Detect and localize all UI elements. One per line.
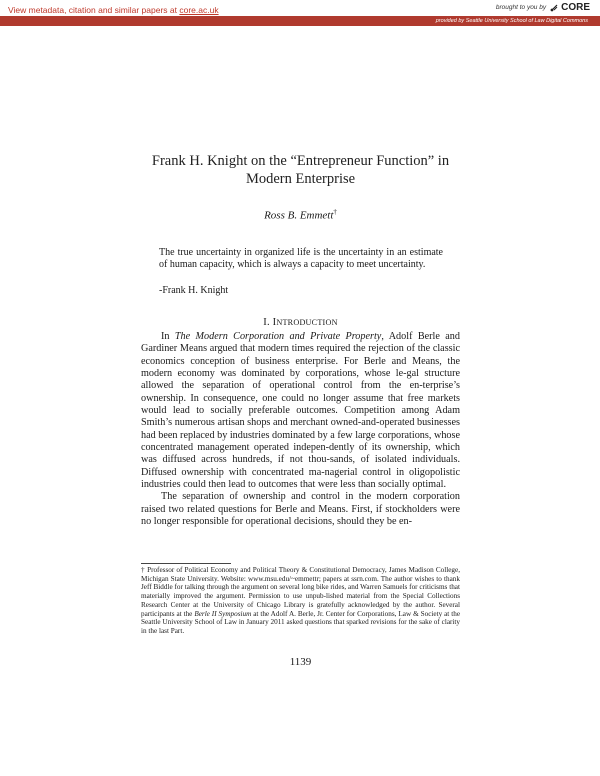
view-metadata-text: View metadata, citation and similar papers at bbox=[8, 5, 180, 15]
author-name bbox=[141, 208, 460, 222]
para1-lead: In bbox=[161, 331, 175, 342]
footnote-divider bbox=[141, 563, 231, 564]
article-title bbox=[141, 152, 460, 188]
footnote-part-b: at the Adolf A. Berle, Jr. Center for Corporations, Law & Society at the Seattle University School of Law in January 2011 asked questions that sparked revisions for the sake of clarity in the last Part. bbox=[141, 609, 461, 635]
body-text bbox=[141, 331, 460, 529]
core-logo-icon bbox=[549, 3, 559, 13]
section-heading bbox=[141, 317, 460, 328]
footnote-symposium: Berle II Symposium bbox=[194, 609, 252, 618]
author-footnote-mark: † bbox=[333, 208, 337, 216]
brought-by-text: brought to you by bbox=[495, 4, 547, 11]
page-number: 1139 bbox=[289, 656, 312, 668]
footnote-part-a: † Professor of Political Economy and Political Theory & Constitutional Democracy, James Madison College, Michigan State University. Website: www.msu.edu/~emmettr; papers at ssrn.com. The author wishes to thank Jeff Biddle for talking through the argument on several long bike rides, and Warren Samuels for criticisms that materially improved the argument. Permission to use unpub-lished material from the Special Collections Research Center at the University of Chicago Library is gratefully acknowledged by the author. Several participants at the bbox=[141, 566, 460, 618]
book-title: The Modern Corporation and Private Property bbox=[174, 331, 382, 342]
brought-to-you-by bbox=[496, 2, 590, 13]
para1-text: , Adolf Berle and Gardiner Means argued that modern times required the rejection of the classic economics conception of business enterprise. For Berle and Means, the modern economy was dominated by corporations, whose le-gal structure allowed the separation of operational control from the en-terprise’s ownership. In consequence, one could no longer assume that free markets would lead to socially preferable outcomes. Competition among Adam Smith’s numerous artisan shops and merchant owned-and-operated businesses had been replaced by industries dominated by a few large corporations, whose concentrated management operated indepen-dently of its ownership, which was diffused across hundreds, if not thou-sands, of isolated individuals. Diffused ownership with concentrated ma-nagerial control in oligopolistic industries could then lead to outcomes that were less than socially optimal. bbox=[141, 331, 460, 491]
author-text: Ross B. Emmett bbox=[264, 209, 334, 222]
epigraph-attribution: -Frank H. Knight bbox=[159, 285, 229, 296]
section-number: I. bbox=[263, 317, 273, 328]
core-logo[interactable] bbox=[549, 2, 590, 13]
core-banner bbox=[0, 0, 600, 26]
title-line-2: Modern Enterprise bbox=[245, 171, 356, 187]
footnote bbox=[141, 566, 460, 636]
provided-by-text: provided by Seattle University School of Law Digital Commons bbox=[435, 18, 588, 24]
provided-by-bar[interactable] bbox=[0, 16, 600, 26]
epigraph-quote: The true uncertainty in organized life is the uncertainty in an estimate of human capacity, which is always a capacity to meet uncertainty. bbox=[159, 247, 443, 271]
title-line-1: Frank H. Knight on the “Entrepreneur Function” in bbox=[151, 153, 450, 169]
view-metadata-link[interactable] bbox=[8, 5, 219, 15]
core-label: CORE bbox=[561, 2, 590, 13]
paragraph-1 bbox=[141, 331, 460, 491]
section-first-letter: I bbox=[272, 317, 277, 328]
core-ac-uk-link[interactable]: core.ac.uk bbox=[179, 5, 219, 15]
section-rest: NTRODUCTION bbox=[276, 318, 338, 327]
paragraph-2: The separation of ownership and control in the modern corporation raised two related questions for Berle and Means. First, if stockholders were no longer responsible for operational decisions, should they be en- bbox=[141, 491, 460, 528]
